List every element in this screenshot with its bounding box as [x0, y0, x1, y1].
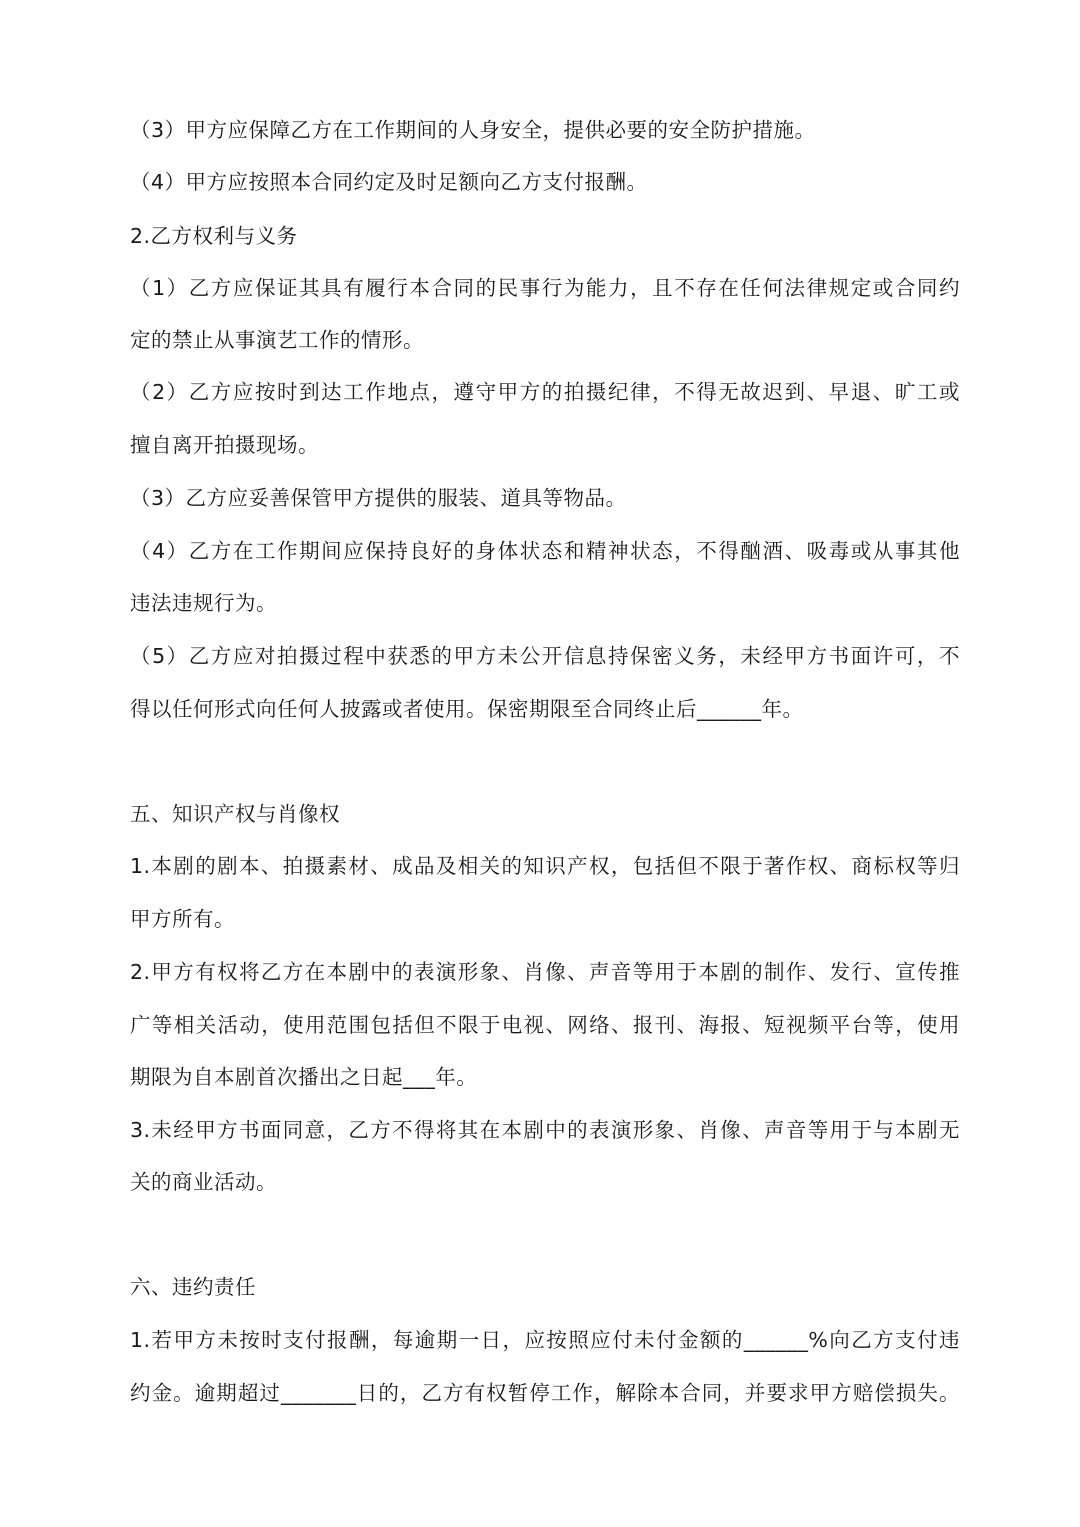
clause-line: 定的禁止从事演艺工作的情形。	[130, 328, 424, 352]
clause-line: 约金。逾期超过_______日的，乙方有权暂停工作，解除本合同，并要求甲方赔偿损失。	[130, 1381, 960, 1405]
clause-line: 2.甲方有权将乙方在本剧中的表演形象、肖像、声音等用于本剧的制作、发行、宣传推	[130, 960, 960, 984]
clause-line: 期限为自本剧首次播出之日起___年。	[130, 1065, 478, 1089]
clause-line: 广等相关活动，使用范围包括但不限于电视、网络、报刊、海报、短视频平台等，使用	[130, 1013, 960, 1037]
clause-line: 甲方所有。	[130, 907, 235, 931]
clause-line: （5）乙方应对拍摄过程中获悉的甲方未公开信息持保密义务，未经甲方书面许可，不	[130, 644, 960, 668]
clause-line: （4）甲方应按照本合同约定及时足额向乙方支付报酬。	[130, 170, 648, 194]
clause-line: （2）乙方应按时到达工作地点，遵守甲方的拍摄纪律，不得无故迟到、早退、旷工或	[130, 380, 960, 404]
clause-line: 得以任何形式向任何人披露或者使用。保密期限至合同终止后______年。	[130, 697, 804, 721]
clause-line: 1.若甲方未按时支付报酬，每逾期一日，应按照应付未付金额的______%向乙方支付违	[130, 1328, 960, 1352]
clause-line: （1）乙方应保证其具有履行本合同的民事行为能力，且不存在任何法律规定或合同约	[130, 276, 960, 300]
clause-line: 擅自离开拍摄现场。	[130, 433, 319, 457]
clause-line: 关的商业活动。	[130, 1170, 277, 1194]
clause-line: （3）甲方应保障乙方在工作期间的人身安全，提供必要的安全防护措施。	[130, 118, 816, 142]
section-subheading: 2.乙方权利与义务	[130, 224, 298, 248]
clause-line: 3.未经甲方书面同意，乙方不得将其在本剧中的表演形象、肖像、声音等用于与本剧无	[130, 1118, 960, 1142]
clause-line: 1.本剧的剧本、拍摄素材、成品及相关的知识产权，包括但不限于著作权、商标权等归	[130, 854, 960, 878]
clause-line: （3）乙方应妥善保管甲方提供的服装、道具等物品。	[130, 486, 627, 510]
section-heading: 五、知识产权与肖像权	[130, 802, 340, 826]
clause-line: （4）乙方在工作期间应保持良好的身体状态和精神状态，不得酗酒、吸毒或从事其他	[130, 539, 960, 563]
clause-line: 违法违规行为。	[130, 591, 277, 615]
section-heading: 六、违约责任	[130, 1275, 256, 1299]
